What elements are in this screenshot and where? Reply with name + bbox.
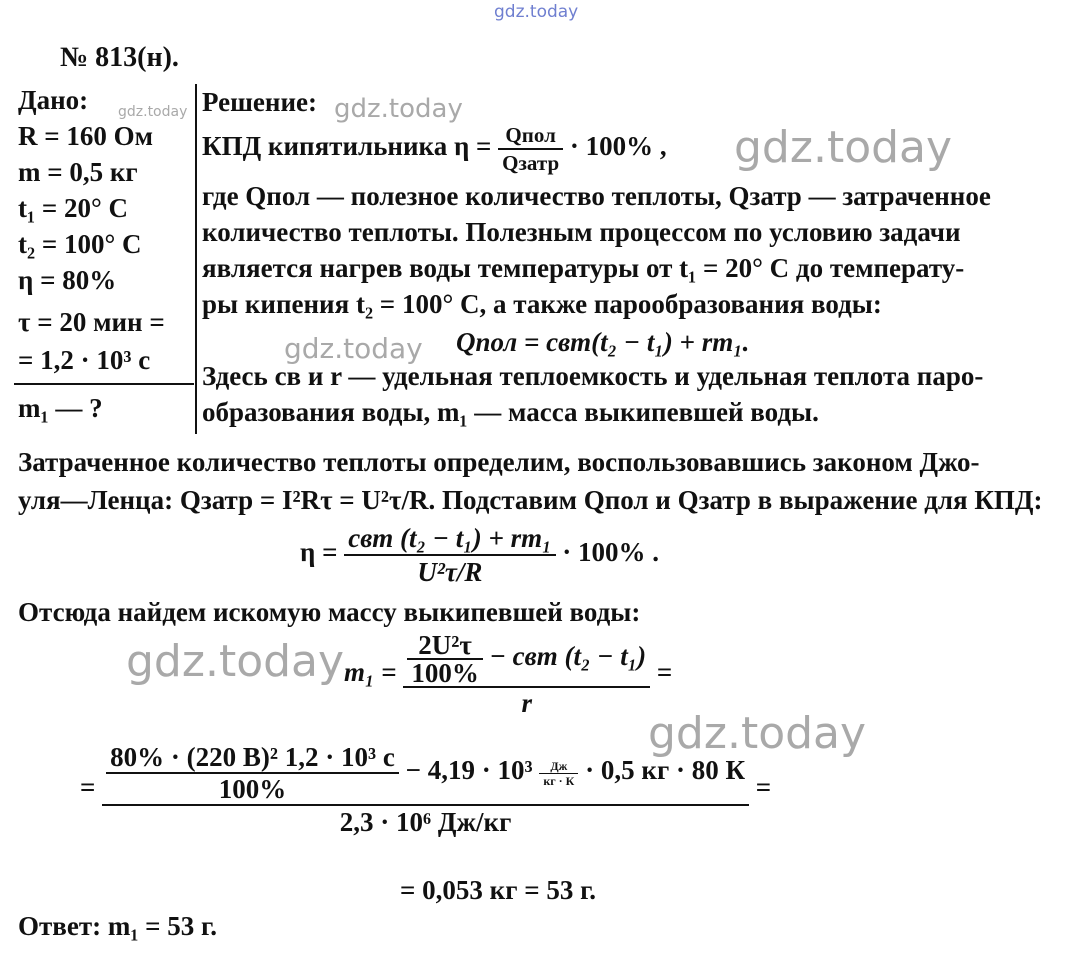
given-divider (14, 383, 194, 385)
fraction-denominator: 100% (218, 774, 287, 804)
eta-lhs: η = (300, 537, 338, 568)
given-find: m₁ — ? (18, 393, 103, 423)
given-separator (195, 84, 197, 434)
watermark: gdz.today (648, 708, 867, 759)
fraction-denominator: кг · К (543, 773, 575, 788)
given-header: Дано: (18, 85, 89, 115)
watermark: gdz.today (734, 122, 953, 173)
text-line: является нагрев воды температуры от t₁ = 20° С до температу- (202, 253, 965, 283)
given-line: m = 0,5 кг (18, 157, 138, 187)
fraction-numerator: 2U²τ (418, 630, 472, 660)
numeric-suffix: = (755, 772, 772, 803)
watermark-small: gdz.today (118, 104, 188, 120)
watermark-top: gdz.today (494, 2, 579, 22)
text-line: Отсюда найдем искомую массу выкипевшей воды: (18, 597, 641, 627)
numeric-formula (80, 742, 771, 838)
problem-title: № 813(н). (60, 42, 179, 73)
watermark: gdz.today (334, 94, 463, 124)
text-line: уля—Ленца: Qзатр = I²Rτ = U²τ/R. Подставим Qпол и Qзатр в выражение для КПД: (18, 485, 1043, 515)
watermark: gdz.today (126, 636, 345, 687)
fraction-denominator: r (521, 688, 532, 718)
given-line: η = 80% (18, 265, 117, 295)
fraction-numerator: cвm (t₂ − t₁) + rm₁ (348, 523, 552, 553)
m1-suffix: = (656, 657, 673, 688)
m1-formula (344, 632, 672, 718)
result-line: = 0,053 кг = 53 г. (400, 875, 597, 905)
inner-fraction (106, 742, 399, 804)
efficiency-prefix: КПД кипятильника η = (202, 131, 492, 162)
efficiency-suffix: · 100% , (569, 131, 667, 162)
m1-fraction (403, 632, 650, 718)
fraction-numerator: 80% · (220 В)² 1,2 · 10³ с (110, 742, 395, 772)
given-line: = 1,2 · 10³ с (18, 345, 151, 375)
given-line: R = 160 Ом (18, 121, 154, 151)
unit-fraction (539, 759, 578, 788)
fraction-denominator: Qзатр (502, 151, 560, 175)
fraction-denominator: 2,3 · 10⁶ Дж/кг (339, 807, 512, 837)
solution-header: Решение: (202, 87, 317, 117)
text-line: Затраченное количество теплоты определим, воспользовавшись законом Джо- (18, 447, 980, 477)
numerator-rest: − cвm (t₂ − t₁) (489, 641, 647, 672)
numeric-fraction (102, 742, 749, 838)
eta-formula (300, 522, 659, 588)
given-line: τ = 20 мин = (18, 307, 165, 337)
text-line: количество теплоты. Полезным процессом по условию задачи (202, 217, 961, 247)
fraction-numerator (102, 742, 749, 804)
fraction-denominator: 100% (411, 658, 479, 688)
given-line: t₁ = 20° С (18, 193, 129, 223)
given-line: t₂ = 100° С (18, 229, 142, 259)
fraction-numerator: Qпол (505, 123, 556, 147)
inner-fraction (407, 632, 483, 686)
watermark: gdz.today (284, 332, 423, 365)
fraction-denominator: U²τ/R (417, 557, 483, 587)
answer-line: Ответ: m₁ = 53 г. (18, 911, 218, 941)
text-line: образования воды, m₁ — масса выкипевшей воды. (202, 397, 819, 427)
text-line: Здесь cв и r — удельная теплоемкость и удельная теплота паро- (202, 361, 984, 391)
numeric-prefix: = (80, 772, 96, 803)
text-line: ры кипения t₂ = 100° С, а также парообразования воды: (202, 289, 882, 319)
efficiency-fraction (498, 122, 563, 176)
text-line: где Qпол — полезное количество теплоты, Qзатр — затраченное (202, 181, 991, 211)
numerator-rest: · 0,5 кг · 80 К (585, 755, 746, 786)
numerator-rest: − 4,19 · 10³ (405, 755, 533, 786)
eta-fraction (344, 522, 555, 588)
efficiency-formula (202, 122, 667, 176)
fraction-numerator (403, 632, 650, 686)
fraction-numerator: Дж (550, 758, 568, 773)
eta-suffix: · 100% . (562, 537, 660, 568)
q-useful-formula: Qпол = cвm(t₂ − t₁) + rm₁. (456, 327, 750, 357)
m1-lhs: m₁ = (344, 657, 397, 688)
